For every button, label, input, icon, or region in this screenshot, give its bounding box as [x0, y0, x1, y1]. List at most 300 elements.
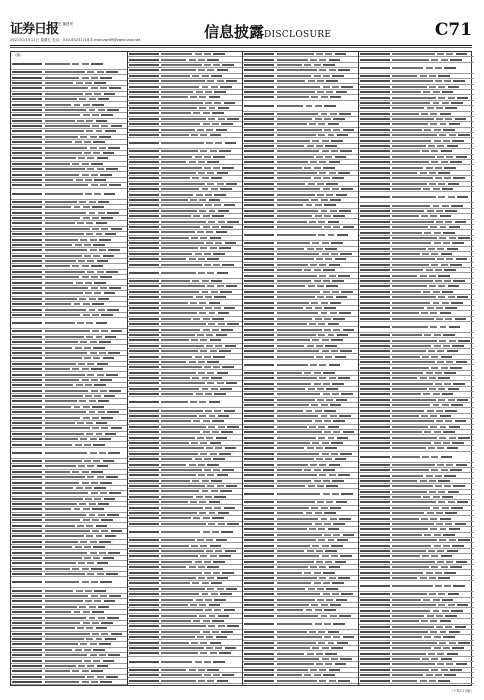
table-cell — [333, 329, 340, 331]
table-cell — [45, 557, 82, 559]
table-cell — [224, 609, 236, 611]
table-cell — [435, 585, 442, 587]
table-cell — [440, 631, 447, 633]
table-cell — [91, 379, 98, 381]
table-cell — [12, 357, 42, 359]
table-cell — [360, 496, 390, 498]
table-cell — [430, 518, 437, 520]
table-cell — [45, 568, 70, 570]
table-cell — [82, 77, 89, 79]
table-cell — [108, 352, 120, 354]
table-cell — [129, 102, 159, 104]
table-cell — [212, 318, 224, 320]
table-cell — [392, 53, 435, 55]
table-cell — [96, 336, 103, 338]
table-cell — [326, 588, 338, 590]
table-cell — [392, 469, 429, 471]
table-cell — [161, 183, 205, 185]
table-cell — [45, 82, 74, 84]
table-cell — [83, 417, 90, 419]
table-cell — [422, 658, 429, 660]
table-cell — [392, 237, 437, 239]
table-cell — [219, 652, 231, 654]
table-cell — [45, 665, 76, 667]
table-cell — [244, 113, 274, 115]
table-cell — [448, 183, 460, 185]
table-cell — [83, 622, 90, 624]
table-cell — [434, 242, 441, 244]
table-cell — [74, 206, 81, 208]
table-cell — [446, 663, 453, 665]
table-cell — [207, 680, 214, 682]
table-cell — [449, 123, 461, 125]
table-cell — [94, 179, 106, 181]
table-cell — [443, 647, 450, 649]
table-cell — [99, 249, 106, 251]
table-cell — [315, 410, 322, 412]
table-cell — [444, 485, 451, 487]
table-cell — [436, 318, 443, 320]
table-cell — [45, 374, 85, 376]
table-cell — [277, 550, 305, 552]
table-cell — [213, 561, 225, 563]
table-cell — [72, 568, 79, 570]
table-cell — [420, 377, 427, 379]
table-cell — [277, 539, 316, 541]
table-cell — [12, 368, 42, 370]
table-cell — [457, 97, 469, 99]
table-cell — [431, 669, 438, 671]
table-cell — [198, 577, 205, 579]
table-cell — [335, 561, 347, 563]
table-cell — [392, 102, 430, 104]
table-cell — [161, 210, 197, 212]
table-cell — [458, 134, 470, 136]
table-cell — [277, 437, 316, 439]
table-cell — [161, 345, 204, 347]
table-cell — [161, 366, 201, 368]
table-cell — [45, 492, 89, 494]
table-cell — [335, 356, 347, 358]
table-cell — [244, 453, 274, 455]
table-cell — [392, 415, 419, 417]
table-cell — [322, 339, 329, 341]
table-cell — [448, 491, 460, 493]
table-cell — [80, 136, 87, 138]
table-cell — [94, 590, 106, 592]
table-cell — [45, 400, 77, 402]
table-cell — [443, 345, 450, 347]
table-cell — [445, 221, 452, 223]
table-cell — [82, 681, 89, 683]
table-cell — [310, 464, 317, 466]
table-cell — [91, 77, 98, 79]
table-cell — [45, 168, 85, 170]
table-cell — [98, 309, 105, 311]
table-cell — [12, 260, 42, 262]
table-cell — [443, 242, 450, 244]
table-cell — [430, 415, 437, 417]
table-cell — [45, 98, 77, 100]
table-cell — [332, 493, 339, 495]
table-cell — [206, 142, 213, 144]
table-cell — [244, 377, 274, 379]
table-cell — [208, 426, 215, 428]
table-cell — [129, 464, 159, 466]
table-cell — [442, 205, 449, 207]
table-cell — [244, 404, 274, 406]
table-cell — [360, 399, 390, 401]
table-cell — [438, 275, 450, 277]
table-cell — [340, 253, 352, 255]
table-cell — [277, 599, 315, 601]
table-cell — [360, 566, 390, 568]
table-cell — [161, 329, 200, 331]
table-cell — [12, 168, 42, 170]
table-cell — [442, 102, 449, 104]
table-cell — [195, 253, 202, 255]
table-cell — [360, 550, 390, 552]
table-cell — [392, 264, 429, 266]
table-cell — [100, 77, 112, 79]
table-cell — [440, 620, 452, 622]
table-cell — [336, 296, 348, 298]
table-cell — [392, 399, 436, 401]
table-cell — [191, 134, 198, 136]
table-cell — [87, 573, 94, 575]
table-cell — [457, 501, 469, 503]
table-cell — [45, 595, 89, 597]
table-cell — [104, 193, 116, 195]
table-cell — [220, 388, 232, 390]
table-cell — [99, 654, 106, 656]
table-cell — [86, 130, 93, 132]
table-cell — [90, 352, 97, 354]
table-cell — [441, 161, 448, 163]
table-cell — [277, 388, 306, 390]
table-cell — [244, 140, 274, 142]
table-cell — [84, 141, 91, 143]
table-cell — [199, 302, 206, 304]
table-cell — [306, 410, 313, 412]
table-cell — [304, 64, 311, 66]
table-cell — [161, 264, 201, 266]
table-cell — [129, 285, 159, 287]
table-cell — [98, 298, 110, 300]
table-cell — [193, 318, 200, 320]
table-cell — [314, 177, 321, 179]
table-cell — [392, 501, 436, 503]
table-cell — [453, 280, 465, 282]
table-cell — [217, 485, 224, 487]
table-cell — [438, 388, 445, 390]
table-cell — [244, 383, 274, 385]
table-cell — [455, 420, 467, 422]
table-cell — [244, 507, 274, 509]
table-cell — [12, 93, 42, 95]
table-cell — [129, 577, 159, 579]
table-cell — [199, 312, 206, 314]
table-cell — [129, 150, 159, 152]
table-cell — [211, 388, 218, 390]
table-cell — [202, 593, 209, 595]
table-cell — [360, 523, 390, 525]
table-cell — [12, 152, 42, 154]
table-cell — [360, 183, 390, 185]
table-cell — [221, 431, 233, 433]
table-cell — [129, 134, 159, 136]
table-cell — [161, 550, 204, 552]
table-row — [128, 397, 244, 408]
table-cell — [308, 588, 315, 590]
table-cell — [277, 323, 307, 325]
table-cell — [218, 426, 225, 428]
table-cell — [449, 437, 456, 439]
table-cell — [325, 561, 332, 563]
table-cell — [12, 314, 42, 316]
table-cell — [244, 221, 274, 223]
table-cell — [360, 475, 390, 477]
table-cell — [436, 523, 443, 525]
table-cell — [444, 80, 451, 82]
table-cell — [206, 129, 213, 131]
table-cell — [129, 550, 159, 552]
table-cell — [332, 177, 344, 179]
table-cell — [277, 493, 321, 495]
table-cell — [101, 125, 108, 127]
table-cell — [321, 199, 328, 201]
table-cell — [360, 491, 390, 493]
table-cell — [277, 431, 322, 433]
table-cell — [277, 140, 310, 142]
table-cell — [277, 105, 304, 107]
table-cell — [453, 177, 465, 179]
table-cell — [324, 318, 331, 320]
table-cell — [84, 244, 91, 246]
table-cell — [198, 566, 205, 568]
table-cell — [224, 410, 236, 412]
table-cell — [437, 550, 444, 552]
table-cell — [314, 167, 321, 169]
table-cell — [324, 420, 331, 422]
table-cell — [129, 366, 159, 368]
table-cell — [431, 469, 438, 471]
table-cell — [324, 329, 331, 331]
table-cell — [84, 660, 91, 662]
table-cell — [446, 464, 453, 466]
table-cell — [103, 357, 115, 359]
table-cell — [100, 287, 107, 289]
table-cell — [341, 291, 353, 293]
table-cell — [103, 460, 115, 462]
table-cell — [392, 442, 431, 444]
table-cell — [431, 150, 438, 152]
table-cell — [439, 134, 446, 136]
table-cell — [360, 501, 390, 503]
table-cell — [319, 161, 326, 163]
table-cell — [331, 647, 343, 649]
table-cell — [244, 604, 274, 606]
table-cell — [316, 248, 323, 250]
table-cell — [434, 129, 441, 131]
table-cell — [360, 145, 390, 147]
table-cell — [329, 577, 336, 579]
table-cell — [444, 280, 451, 282]
table-cell — [442, 302, 449, 304]
table-cell — [277, 334, 316, 336]
table-cell — [325, 458, 332, 460]
table-cell — [445, 107, 457, 109]
table-cell — [161, 272, 196, 274]
table-cell — [45, 465, 76, 467]
table-cell — [227, 523, 239, 525]
table-cell — [360, 75, 390, 77]
table-cell — [277, 555, 320, 557]
table-cell — [210, 555, 217, 557]
table-cell — [129, 485, 159, 487]
table-cell — [325, 550, 337, 552]
table-cell — [448, 97, 455, 99]
table-cell — [392, 615, 424, 617]
table-cell — [442, 91, 454, 93]
table-cell — [277, 410, 304, 412]
table-cell — [161, 393, 193, 395]
table-cell — [129, 215, 159, 217]
table-cell — [360, 232, 390, 234]
table-cell — [74, 406, 81, 408]
table-cell — [448, 501, 455, 503]
table-cell — [161, 142, 204, 144]
table-cell — [335, 663, 347, 665]
table-cell — [452, 242, 464, 244]
table-cell — [161, 496, 193, 498]
table-cell — [277, 577, 317, 579]
table-cell — [321, 518, 328, 520]
table-row — [359, 322, 475, 333]
table-cell — [321, 210, 328, 212]
table-cell — [445, 512, 457, 514]
table-cell — [338, 275, 350, 277]
table-cell — [324, 609, 336, 611]
table-cell — [161, 167, 201, 169]
table-cell — [244, 105, 274, 107]
table-cell — [101, 519, 113, 521]
table-cell — [450, 59, 462, 61]
table-cell — [449, 528, 461, 530]
table-cell — [97, 374, 104, 376]
table-cell — [244, 242, 274, 244]
table-cell — [200, 350, 207, 352]
table-cell — [319, 669, 326, 671]
table-cell — [100, 681, 112, 683]
table-cell — [341, 188, 353, 190]
table-cell — [199, 604, 206, 606]
table-cell — [360, 326, 390, 328]
table-cell — [104, 93, 116, 95]
table-cell — [200, 134, 207, 136]
table-cell — [93, 546, 105, 548]
table-cell — [339, 113, 351, 115]
table-cell — [392, 80, 432, 82]
table-cell — [452, 140, 464, 142]
table-cell — [108, 552, 120, 554]
table-cell — [244, 91, 274, 93]
table-cell — [213, 53, 225, 55]
table-cell — [12, 120, 42, 122]
table-cell — [422, 356, 429, 358]
table-cell — [452, 545, 464, 547]
table-cell — [92, 417, 99, 419]
table-cell — [203, 531, 210, 533]
table-cell — [360, 456, 390, 458]
table-cell — [324, 307, 336, 309]
table-cell — [213, 674, 220, 676]
table-cell — [86, 222, 93, 224]
table-cell — [79, 98, 86, 100]
table-cell — [161, 512, 197, 514]
table-cell — [161, 426, 206, 428]
table-cell — [277, 593, 321, 595]
table-cell — [129, 669, 159, 671]
table-cell — [45, 336, 84, 338]
table-cell — [277, 123, 307, 125]
table-cell — [84, 444, 91, 446]
table-cell — [45, 287, 89, 289]
table-cell — [447, 653, 459, 655]
table-cell — [311, 96, 318, 98]
table-cell — [161, 86, 199, 88]
table-cell — [438, 86, 445, 88]
table-cell — [392, 604, 436, 606]
table-cell — [45, 471, 70, 473]
table-cell — [189, 464, 196, 466]
table-cell — [12, 600, 42, 602]
table-cell — [360, 372, 390, 374]
table-cell — [392, 134, 437, 136]
table-cell — [90, 249, 97, 251]
table-cell — [244, 269, 274, 271]
table-cell — [392, 577, 417, 579]
table-cell — [97, 168, 104, 170]
table-cell — [424, 129, 431, 131]
table-cell — [338, 172, 350, 174]
table-cell — [212, 531, 219, 533]
table-cell — [12, 109, 42, 111]
table-cell — [12, 255, 42, 257]
table-cell — [329, 69, 336, 71]
table-cell — [87, 363, 94, 365]
table-cell — [77, 222, 84, 224]
table-cell — [78, 562, 85, 564]
table-cell — [92, 622, 99, 624]
table-cell — [129, 199, 159, 201]
table-cell — [244, 329, 274, 331]
table-cell — [96, 120, 108, 122]
table-cell — [321, 415, 328, 417]
table-row — [11, 59, 127, 70]
table-cell — [360, 221, 390, 223]
table-cell — [444, 475, 456, 477]
table-cell — [12, 384, 42, 386]
table-cell — [328, 528, 340, 530]
table-cell — [315, 307, 322, 309]
table-cell — [341, 86, 353, 88]
table-cell — [312, 647, 319, 649]
table-cell — [129, 318, 159, 320]
table-cell — [392, 431, 422, 433]
table-cell — [85, 395, 92, 397]
table-cell — [324, 226, 331, 228]
